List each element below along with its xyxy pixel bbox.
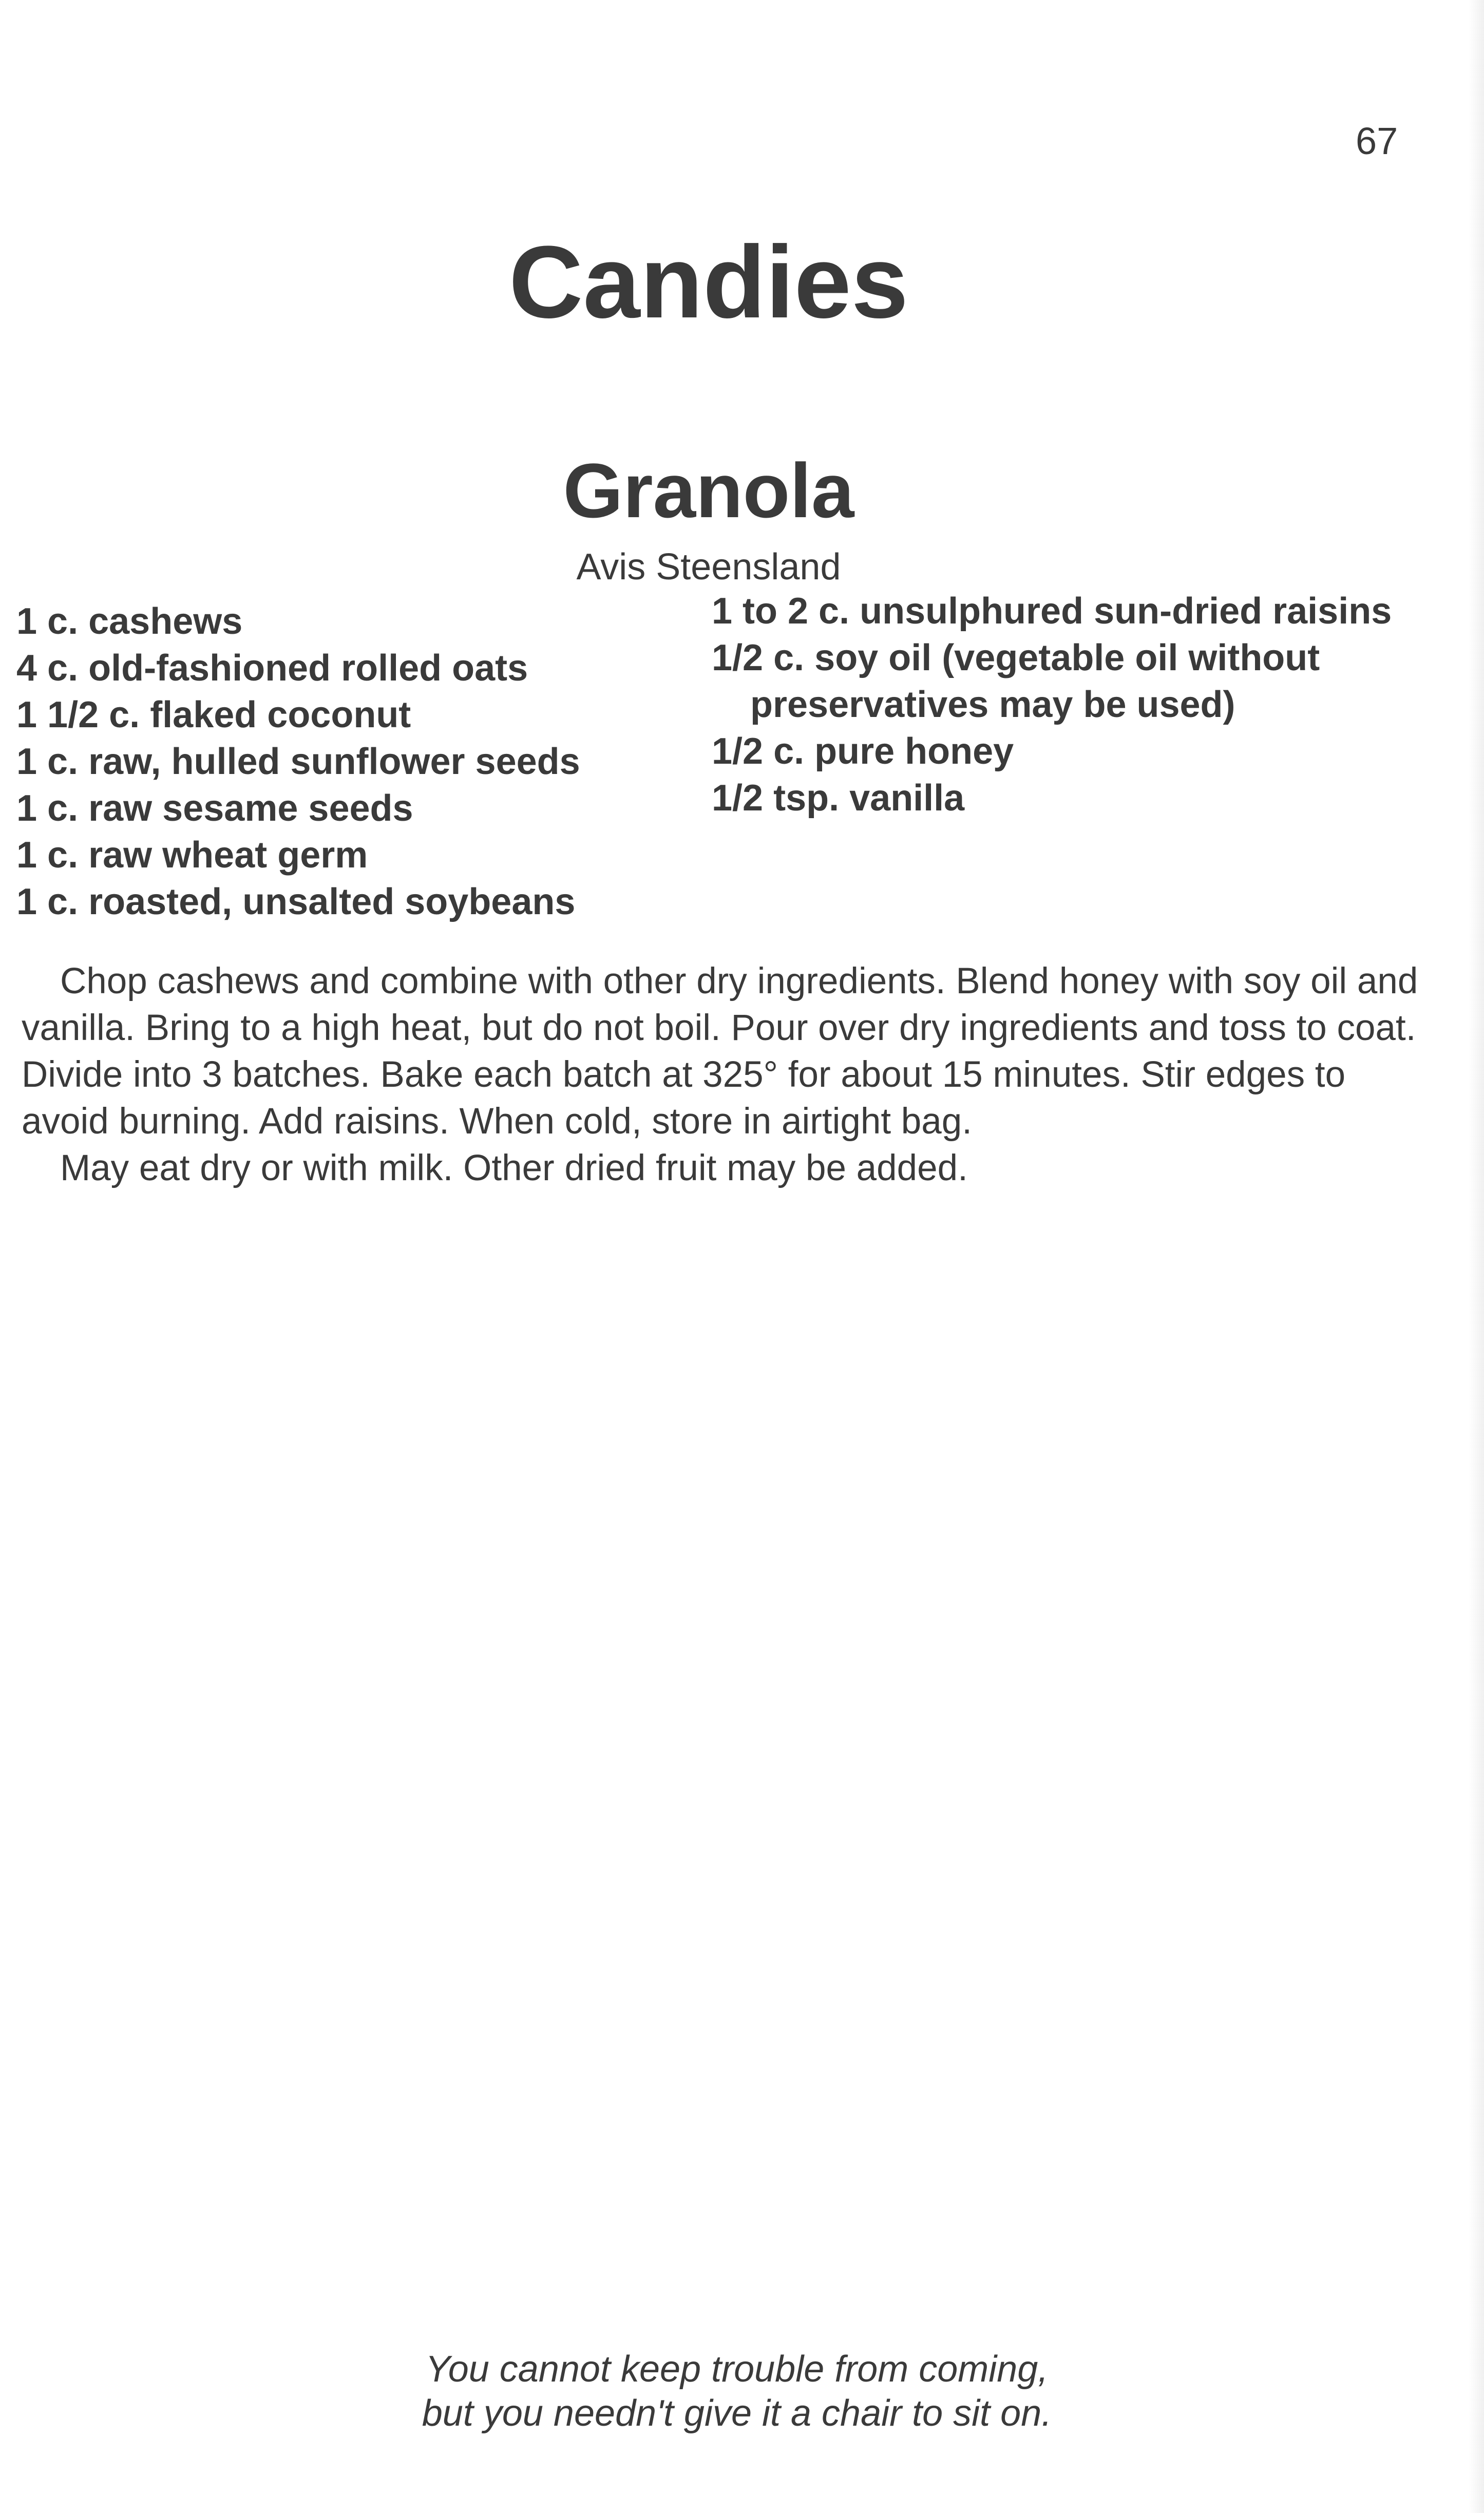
ingredient-item: 1 c. cashews: [16, 601, 243, 642]
recipe-author: Avis Steensland: [576, 546, 841, 588]
recipe-title: Granola: [563, 447, 854, 534]
ingredient-item: 1 1/2 c. flaked coconut: [16, 694, 411, 735]
ingredient-item: 1 to 2 c. unsulphured sun-dried raisins: [712, 591, 1392, 632]
ingredients-left-column: [16, 598, 684, 925]
page-edge-shadow: [1469, 0, 1484, 2513]
ingredient-item: 1 c. raw wheat germ: [16, 835, 368, 876]
ingredient-item: 1/2 tsp. vanilla: [712, 778, 965, 819]
chapter-title: Candies: [508, 225, 909, 339]
footer-quote: [0, 2347, 1474, 2435]
directions-paragraph: Chop cashews and combine with other dry ingredients. Blend honey with soy oil and vanilla. Bring to a high heat, but do not boil. Pour over dry ingredients and toss to coat. Divide into 3 batches. Bake each batch at 325° for about 15 minutes. Stir edges to avoid burning. Add raisins. When cold, store in airtight bag.: [22, 961, 1418, 1142]
ingredients-right-column: [712, 588, 1451, 822]
recipe-directions: [22, 958, 1418, 1192]
quote-line: You cannot keep trouble from coming,: [425, 2349, 1049, 2390]
directions-paragraph: May eat dry or with milk. Other dried fruit may be added.: [60, 1148, 968, 1188]
ingredient-item: 1 c. roasted, unsalted soybeans: [16, 881, 576, 922]
ingredient-item: 1/2 c. pure honey: [712, 731, 1014, 772]
ingredient-item: 4 c. old-fashioned rolled oats: [16, 648, 528, 689]
ingredient-item: 1 c. raw, hulled sunflower seeds: [16, 741, 580, 782]
quote-line: but you needn't give it a chair to sit on.: [422, 2393, 1052, 2434]
ingredient-item: 1 c. raw sesame seeds: [16, 788, 413, 829]
ingredient-item: 1/2 c. soy oil (vegetable oil without preservatives may be used): [712, 637, 1320, 725]
page-number: 67: [1356, 120, 1398, 162]
